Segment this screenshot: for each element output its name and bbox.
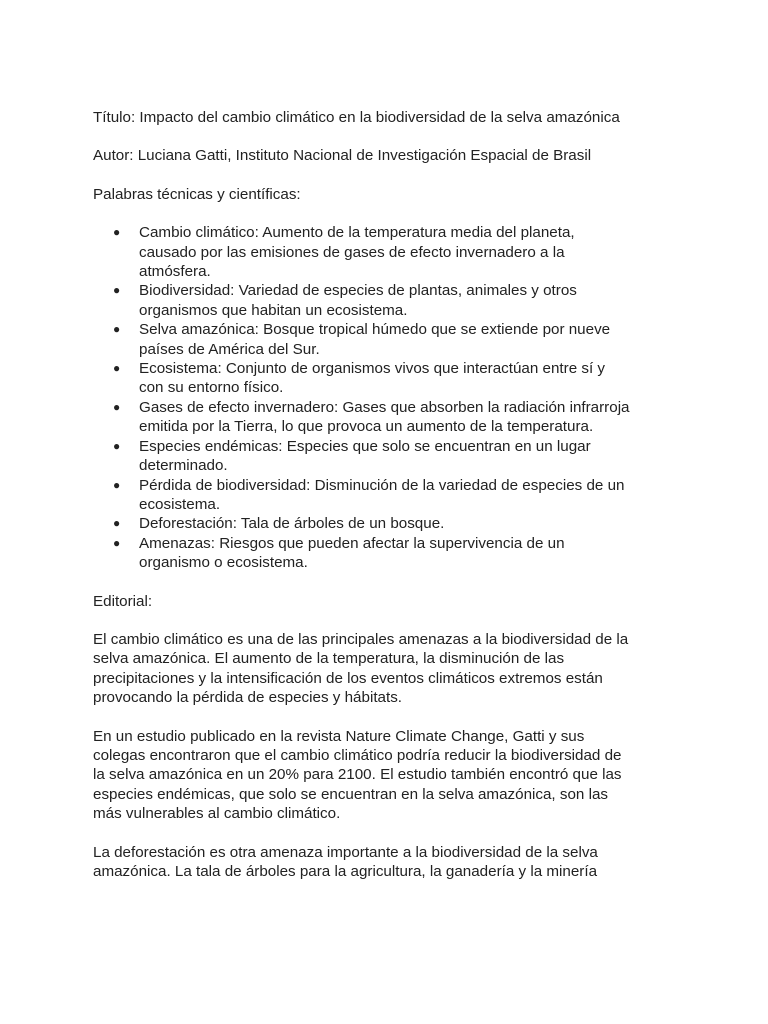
document-title: Título: Impacto del cambio climático en la biodiversidad de la selva amazónica: [93, 109, 620, 126]
editorial-paragraph: La deforestación es otra amenaza importante a la biodiversidad de la selva amazónica. La tala de árboles para la agricultura, la ganadería y la minería: [93, 843, 598, 880]
bullet-icon: ●: [113, 399, 121, 414]
term-item-ecosystem: [93, 359, 633, 398]
term-text: Gases de efecto invernadero: Gases que absorben la radiación infrarroja emitida por la Tierra, lo que provoca un aumento de la temperatura.: [139, 398, 630, 436]
bullet-icon: ●: [113, 361, 121, 376]
document-author: Autor: Luciana Gatti, Instituto Nacional de Investigación Espacial de Brasil: [93, 147, 592, 165]
term-item-biodiversity-loss: [93, 476, 633, 515]
editorial-paragraph: El cambio climático es una de las principales amenazas a la biodiversidad de la selva amazónica. El aumento de la temperatura, la disminución de las precipitaciones y la intensificación de los eventos climáticos extremos están provocando la pérdida de especies y hábitats.: [93, 630, 629, 707]
term-item-deforestation: [93, 514, 633, 533]
term-item-greenhouse-gases: [93, 398, 633, 437]
bullet-icon: ●: [113, 477, 121, 492]
bullet-icon: ●: [113, 283, 121, 298]
term-text: Biodiversidad: Variedad de especies de plantas, animales y otros organismos que habitan un ecosistema.: [139, 282, 577, 319]
term-item-endemic-species: [93, 437, 633, 476]
term-text: Deforestación: Tala de árboles de un bosque.: [139, 515, 445, 533]
editorial-paragraph: En un estudio publicado en la revista Nature Climate Change, Gatti y sus colegas encontraron que el cambio climático podría reducir la biodiversidad de la selva amazónica en un 20% para 2100. El estudio también encontró que las especies endémicas, que solo se encuentran en la selva amazónica, son las más vulnerables al cambio climático.: [93, 727, 622, 823]
term-text: Amenazas: Riesgos que pueden afectar la supervivencia de un organismo o ecosistema.: [139, 534, 565, 572]
bullet-icon: ●: [113, 535, 121, 550]
term-text: Selva amazónica: Bosque tropical húmedo que se extiende por nueve países de América del Sur.: [139, 321, 611, 358]
term-item-amazon-rainforest: [93, 320, 633, 359]
term-text: Ecosistema: Conjunto de organismos vivos que interactúan entre sí y con su entorno físico.: [139, 360, 605, 397]
term-item-biodiversity: [93, 281, 633, 320]
term-item-threats: [93, 534, 633, 573]
bullet-icon: ●: [113, 516, 121, 531]
terms-heading: Palabras técnicas y científicas:: [93, 185, 301, 203]
document-body: [93, 108, 633, 900]
term-text: Pérdida de biodiversidad: Disminución de la variedad de especies de un ecosistema.: [139, 476, 625, 513]
term-text: Especies endémicas: Especies que solo se encuentran en un lugar determinado.: [139, 437, 591, 475]
bullet-icon: ●: [113, 225, 121, 240]
term-text: Cambio climático: Aumento de la temperatura media del planeta, causado por las emisiones de gases de efecto invernadero a la atmósfera.: [139, 224, 575, 281]
terms-list: [93, 223, 633, 572]
bullet-icon: ●: [113, 322, 121, 337]
editorial-heading: Editorial:: [93, 592, 153, 610]
term-item-climate-change: [93, 223, 633, 281]
bullet-icon: ●: [113, 438, 121, 453]
